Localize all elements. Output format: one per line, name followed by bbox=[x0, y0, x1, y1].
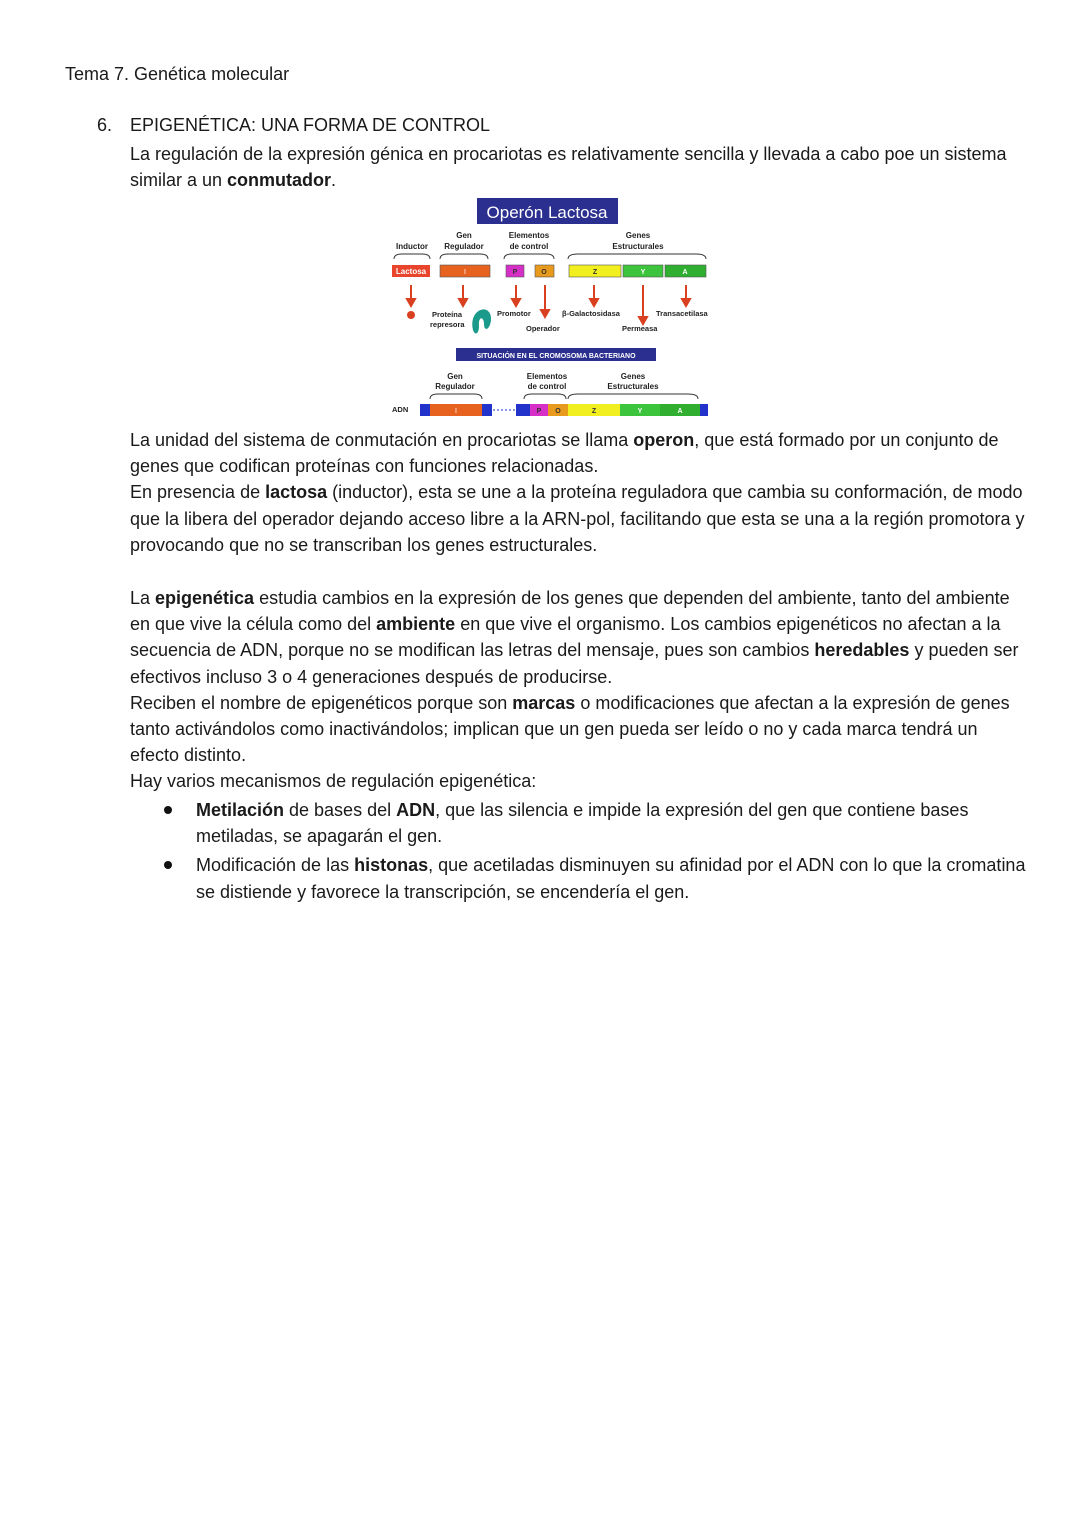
dna-blue-3 bbox=[516, 404, 530, 416]
epigenetics-paragraph bbox=[130, 585, 1030, 795]
dna-left-blue bbox=[420, 404, 430, 416]
bold-term: operon bbox=[633, 430, 695, 450]
text-run: La regulación de la expresión génica en procariotas es relativamente sencilla y llevada a cabo poe un sistema similar a un bbox=[130, 144, 1007, 191]
situacion-label: SITUACIÓN EN EL CROMOSOMA BACTERIANO bbox=[476, 353, 636, 360]
text-run: estudia cambios en la expresión de los genes que dependen del ambiente, tanto del ambiente en que vive la célula como del bbox=[130, 588, 1010, 635]
text-run: La bbox=[130, 588, 156, 608]
brace bbox=[430, 394, 482, 399]
label-regulador: Regulador bbox=[444, 242, 484, 251]
gene-y-label: Y bbox=[640, 269, 646, 276]
label-promotor: Promotor bbox=[497, 309, 531, 318]
bold-term: epigenética bbox=[155, 588, 255, 608]
inductor-dot bbox=[407, 311, 415, 319]
promotor-letter: P bbox=[512, 269, 518, 276]
list-item bbox=[130, 797, 1030, 849]
gene-i-label: I bbox=[464, 269, 466, 276]
text-run: , que acetiladas disminuyen su afinidad por el ADN con lo que la cromatina se distiende y favorece la transcripción, se encendería el gen. bbox=[196, 855, 1026, 902]
label-estructurales: Estructurales bbox=[612, 242, 664, 251]
text-run: , que las silencia e impide la expresión del gen que contiene bases metiladas, se apagarán el gen. bbox=[196, 800, 969, 847]
gene-z-label: Z bbox=[592, 269, 598, 276]
document-header: Tema 7. Genética molecular bbox=[65, 64, 290, 84]
label-de-control-2: de control bbox=[527, 382, 567, 391]
operador-letter: O bbox=[541, 269, 547, 276]
text-run: (inductor), esta se une a la proteína reguladora que cambia su conformación, de modo que la libera del operador dejando acceso libre a la ARN-pol, facilitando que esta se una a la región promotora y provocando que no se transcriban los genes estructurales. bbox=[130, 482, 1025, 555]
label-elementos-2: Elementos bbox=[526, 372, 568, 381]
bold-term: ADN bbox=[396, 800, 436, 820]
label-regulador-2: Regulador bbox=[435, 382, 475, 391]
bullet-icon bbox=[164, 861, 172, 869]
bullet-icon bbox=[164, 806, 172, 814]
label-proteina: Proteína bbox=[432, 310, 463, 319]
label-galactosidasa: β-Galactosidasa bbox=[562, 309, 620, 318]
operon-diagram bbox=[388, 196, 723, 420]
brace bbox=[394, 254, 430, 259]
gene-a-label: A bbox=[682, 269, 688, 276]
dna-right-blue bbox=[700, 404, 708, 416]
text-run: Reciben el nombre de epigenéticos porque son bbox=[130, 692, 513, 713]
text-run: en que vive el organismo. Los cambios epigenéticos no afectan a la secuencia de ADN, porque no se modifican las letras del mensaje, pues son cambios bbox=[130, 614, 1001, 661]
text-run: o modificaciones que afectan a la expresión de genes tanto activándolos como inactivándolos; implican que un gen pueda ser leído o no y cada marca tendrá un efecto distinto. bbox=[130, 692, 1010, 766]
label-gen: Gen bbox=[456, 231, 472, 240]
mechanisms-list bbox=[130, 797, 1030, 908]
diagram-title: Operón Lactosa bbox=[486, 203, 608, 222]
dna-i-label: I bbox=[455, 408, 457, 415]
label-permeasa: Permeasa bbox=[622, 324, 658, 333]
label-inductor: Inductor bbox=[396, 242, 428, 251]
lactosa-label: Lactosa bbox=[395, 267, 427, 276]
text-run: Hay varios mecanismos de regulación epigenética: bbox=[130, 771, 537, 792]
section-number: 6. bbox=[97, 115, 113, 135]
brace bbox=[440, 254, 488, 259]
label-gen-2: Gen bbox=[447, 372, 463, 381]
bold-term: Metilación bbox=[196, 800, 285, 820]
operon-paragraph bbox=[130, 427, 1030, 558]
text-run: Modificación de las bbox=[196, 855, 355, 876]
label-genes-2: Genes bbox=[620, 372, 646, 381]
intro-paragraph bbox=[130, 141, 1030, 193]
label-elementos: Elementos bbox=[508, 231, 550, 240]
dna-blue-2 bbox=[482, 404, 492, 416]
adn-label: ADN bbox=[392, 405, 409, 414]
brace bbox=[504, 254, 554, 259]
label-represora: represora bbox=[430, 320, 465, 329]
text-run: de bases del bbox=[284, 800, 397, 820]
bold-term: lactosa bbox=[265, 482, 328, 503]
brace bbox=[568, 254, 706, 259]
label-transacetilasa: Transacetilasa bbox=[656, 309, 708, 318]
bold-term: histonas bbox=[354, 855, 429, 876]
dna-p-label: P bbox=[536, 408, 542, 415]
dna-o-label: O bbox=[555, 408, 561, 415]
text-run: . bbox=[331, 170, 337, 191]
dna-y-label: Y bbox=[637, 408, 643, 415]
label-operador: Operador bbox=[526, 324, 560, 333]
list-item bbox=[130, 852, 1030, 904]
brace bbox=[568, 394, 698, 399]
label-estructurales-2: Estructurales bbox=[607, 382, 659, 391]
repressor-protein bbox=[472, 309, 491, 333]
dna-a-label: A bbox=[677, 408, 683, 415]
label-genes: Genes bbox=[625, 231, 651, 240]
section-title bbox=[97, 115, 490, 136]
text-run: La unidad del sistema de conmutación en procariotas se llama bbox=[130, 430, 634, 450]
text-run: , que está formado por un conjunto de genes que codifican proteínas con funciones relacionadas. bbox=[130, 430, 999, 477]
bold-term: heredables bbox=[814, 640, 910, 661]
label-de-control: de control bbox=[509, 242, 549, 251]
bold-term: ambiente bbox=[376, 614, 456, 635]
text-run: En presencia de bbox=[130, 482, 266, 503]
bold-term: conmutador bbox=[227, 170, 332, 191]
text-run: y pueden ser efectivos incluso 3 o 4 generaciones después de producirse. bbox=[130, 640, 1019, 687]
section-title-text: EPIGENÉTICA: UNA FORMA DE CONTROL bbox=[130, 115, 491, 135]
bold-term: marcas bbox=[512, 692, 576, 713]
brace bbox=[524, 394, 566, 399]
dna-z-label: Z bbox=[591, 408, 597, 415]
